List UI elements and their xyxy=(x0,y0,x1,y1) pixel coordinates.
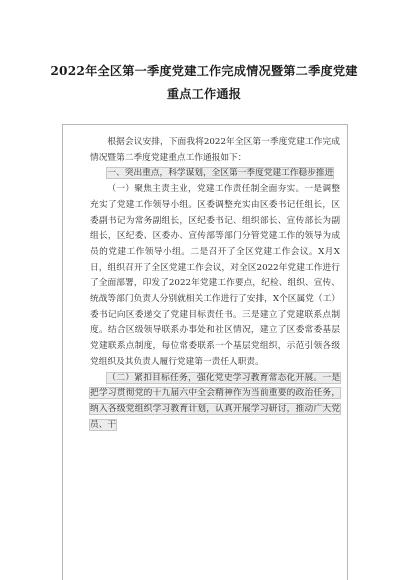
intro-paragraph xyxy=(90,135,340,166)
body-paragraph-text: （二）紧扣目标任务，强化党史学习教育常态化开展。一是把学习贯彻党的十九届六中全会精神作为当前重要的政治任务，纳入各级党组织学习教育计划，认真开展学习研讨，推动广大党员、干 xyxy=(90,372,340,430)
section-heading xyxy=(90,166,340,182)
body-paragraph xyxy=(90,371,340,434)
section-heading-text: 一、突出重点，科学谋划，全区第一季度党建工作稳步推进 xyxy=(107,168,334,179)
body-paragraph xyxy=(90,182,340,370)
document-title: 2022年全区第一季度党建工作完成情况暨第二季度党建重点工作通报 xyxy=(50,64,358,101)
document-body xyxy=(90,135,340,433)
intro-paragraph-text: 根据会议安排，下面我将2022年全区第一季度党建工作完成情况暨第二季度党建重点工作通报如下： xyxy=(90,137,340,163)
body-paragraph-text: （一）聚焦主责主业，党建工作责任制全面夯实。一是调整充实了党建工作领导小组。区委调整充实由区委书记任组长，区委副书记为常务副组长，区纪委书记、组织部长、宣传部长为副组长，区纪委、区委办、宣传部等部门分管党建工作的领导为成员的党建工作领导小组。二是召开了全区党建工作会议。X月X日，组织召开了全区党建工作会议，对全区2022年党建工作进行了全面部署，印发了2022年党建工作要点，纪检、组织、宣传、统战等部门负责人分别就相关工作进行了安排，X个区属党（工）委书记向区委递交了党建目标责任书。三是建立了党建联系点制度。结合区级领导联系办事处和社区情况，建立了区委常委基层党建联系点制度，每位常委联系一个基层党组织，示范引领各级党组织及其负责人履行党建第一责任人职责。 xyxy=(90,184,340,367)
